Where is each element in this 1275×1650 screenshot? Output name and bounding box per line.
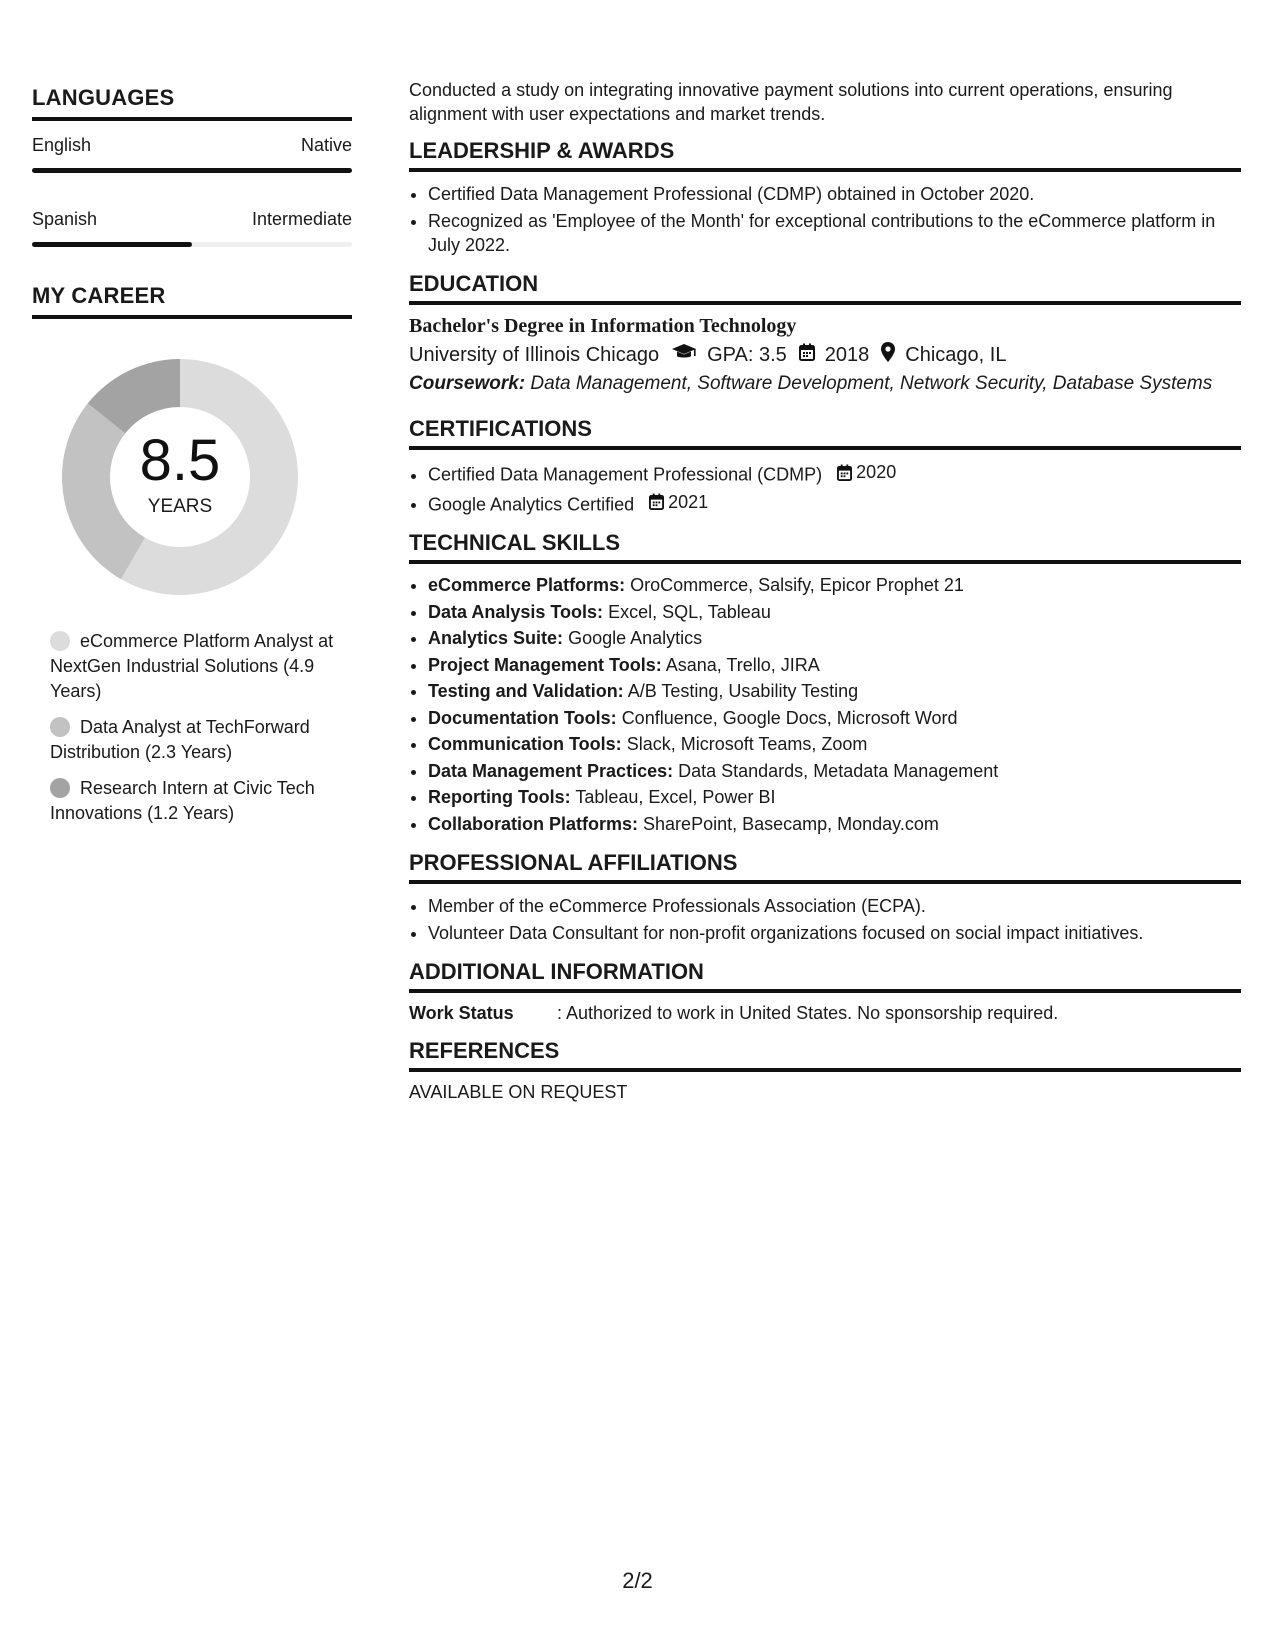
list-item <box>428 786 1241 810</box>
skills-list <box>409 574 1241 836</box>
skill-value: A/B Testing, Usability Testing <box>627 681 859 701</box>
legend-label: Research Intern at Civic Tech Innovations (1.2 Years) <box>50 778 315 823</box>
affiliations-heading: PROFESSIONAL AFFILIATIONS <box>409 850 1241 884</box>
skill-value: OroCommerce, Salsify, Epicor Prophet 21 <box>630 575 964 595</box>
legend-dot-icon <box>50 778 70 798</box>
skills-section <box>409 530 1241 836</box>
list-item <box>428 654 1241 678</box>
work-status-value: : Authorized to work in United States. No sponsorship required. <box>557 1003 1059 1023</box>
languages-heading: LANGUAGES <box>32 85 352 121</box>
language-item <box>32 135 352 173</box>
list-item <box>428 627 1241 651</box>
skill-label: Analytics Suite: <box>428 628 564 648</box>
skill-label: Data Management Practices: <box>428 760 674 781</box>
skill-label: Collaboration Platforms: <box>428 813 639 834</box>
skill-value: Data Standards, Metadata Management <box>678 760 999 781</box>
language-proficiency-bar <box>32 168 352 173</box>
skill-value: Tableau, Excel, Power BI <box>575 787 776 807</box>
certification-name: Certified Data Management Professional (CDMP) <box>428 464 823 485</box>
language-name: Spanish <box>32 209 98 229</box>
skill-label: Documentation Tools: <box>428 707 617 728</box>
certifications-heading: CERTIFICATIONS <box>409 416 1241 450</box>
language-proficiency-bar <box>32 242 352 247</box>
education-details <box>409 342 1241 368</box>
certification-year: 2021 <box>668 491 709 512</box>
list-item: • Recognized as 'Employee of the Month' for exceptional contributions to the eCommerce platform in July 2022. <box>428 209 1241 257</box>
degree-title: Bachelor's Degree in Information Technology <box>409 315 797 337</box>
references-section <box>409 1038 1241 1103</box>
career-section <box>32 283 352 826</box>
references-heading: REFERENCES <box>409 1038 1241 1072</box>
skill-value: Confluence, Google Docs, Microsoft Word <box>621 707 958 728</box>
graduation-cap-icon <box>671 343 697 367</box>
legend-item <box>50 776 352 826</box>
calendar-icon <box>837 464 852 481</box>
additional-info-heading: ADDITIONAL INFORMATION <box>409 959 1241 993</box>
skill-label: Communication Tools: <box>428 734 622 754</box>
language-name: English <box>32 135 92 155</box>
additional-info-section <box>409 959 1241 1024</box>
skill-value: Excel, SQL, Tableau <box>608 601 771 622</box>
language-item <box>32 209 352 247</box>
certification-name: Google Analytics Certified <box>428 494 635 514</box>
skill-value: SharePoint, Basecamp, Monday.com <box>643 813 939 834</box>
list-item <box>428 601 1241 625</box>
gpa: GPA: 3.5 <box>707 343 787 366</box>
page-number: 2/2 <box>622 1568 653 1593</box>
list-item <box>428 460 1241 487</box>
certification-date <box>837 460 896 484</box>
legend-item <box>50 715 352 765</box>
affiliations-section <box>409 850 1241 945</box>
certifications-section <box>409 416 1241 516</box>
skill-value: Google Analytics <box>568 628 703 648</box>
list-item: • Certified Data Management Professional (CDMP) obtained in October 2020. <box>428 182 1241 206</box>
education-heading: EDUCATION <box>409 271 1241 305</box>
skill-label: Reporting Tools: <box>428 787 571 807</box>
map-pin-icon <box>881 342 895 368</box>
list-item <box>428 707 1241 731</box>
legend-label: Data Analyst at TechForward Distribution (2.3 Years) <box>50 717 310 762</box>
intro-paragraph: Conducted a study on integrating innovative payment solutions into current operations, ensuring alignment with user expectations and market trends. <box>409 80 1173 124</box>
certifications-list <box>409 460 1241 516</box>
legend-item <box>50 629 352 704</box>
leadership-section <box>409 138 1241 257</box>
coursework <box>409 372 1241 396</box>
skill-value: Asana, Trello, JIRA <box>665 654 820 675</box>
legend-label: eCommerce Platform Analyst at NextGen Industrial Solutions (4.9 Years) <box>50 631 334 701</box>
list-item <box>428 680 1241 704</box>
career-donut-chart <box>54 351 306 603</box>
list-item <box>428 813 1241 837</box>
affiliations-list <box>409 894 1241 945</box>
list-item: • Member of the eCommerce Professionals Association (ECPA). <box>428 894 1241 918</box>
legend-dot-icon <box>50 717 70 737</box>
career-total-value: 8.5 <box>139 428 221 493</box>
list-item <box>428 733 1241 757</box>
language-level: Native <box>300 135 352 155</box>
list-item <box>428 760 1241 784</box>
skill-label: Project Management Tools: <box>428 654 662 675</box>
school-location: Chicago, IL <box>905 343 1007 366</box>
language-proficiency-fill <box>32 242 192 247</box>
skill-label: eCommerce Platforms: <box>428 575 626 595</box>
coursework-label: Coursework: <box>409 373 526 394</box>
education-section <box>409 271 1241 396</box>
certification-year: 2020 <box>856 462 897 482</box>
list-item <box>428 574 1241 598</box>
sidebar <box>32 85 352 837</box>
main-content <box>409 78 1241 1117</box>
school-name: University of Illinois Chicago <box>409 343 660 366</box>
language-proficiency-fill <box>32 168 352 173</box>
career-total-unit: YEARS <box>147 496 213 517</box>
language-level: Intermediate <box>251 209 352 229</box>
legend-dot-icon <box>50 631 70 651</box>
calendar-icon <box>799 343 815 367</box>
skill-label: Data Analysis Tools: <box>428 601 604 622</box>
skill-value: Slack, Microsoft Teams, Zoom <box>626 734 868 754</box>
skill-label: Testing and Validation: <box>428 681 624 701</box>
list-item: • Volunteer Data Consultant for non-profit organizations focused on social impact initiatives. <box>428 921 1241 945</box>
references-text: AVAILABLE ON REQUEST <box>409 1082 628 1102</box>
graduation-year: 2018 <box>824 343 870 366</box>
skills-heading: TECHNICAL SKILLS <box>409 530 1241 564</box>
certification-date <box>649 490 708 514</box>
career-heading: MY CAREER <box>32 283 352 319</box>
donut-center <box>54 351 306 603</box>
leadership-heading: LEADERSHIP & AWARDS <box>409 138 1241 172</box>
work-status-row <box>409 1003 1241 1024</box>
leadership-list <box>409 182 1241 257</box>
work-status-label: Work Status <box>409 1003 514 1023</box>
languages-section <box>32 85 352 247</box>
career-legend <box>50 629 352 826</box>
list-item <box>428 490 1241 517</box>
coursework-list: Data Management, Software Development, Network Security, Database Systems <box>530 373 1213 394</box>
calendar-icon <box>649 493 664 510</box>
